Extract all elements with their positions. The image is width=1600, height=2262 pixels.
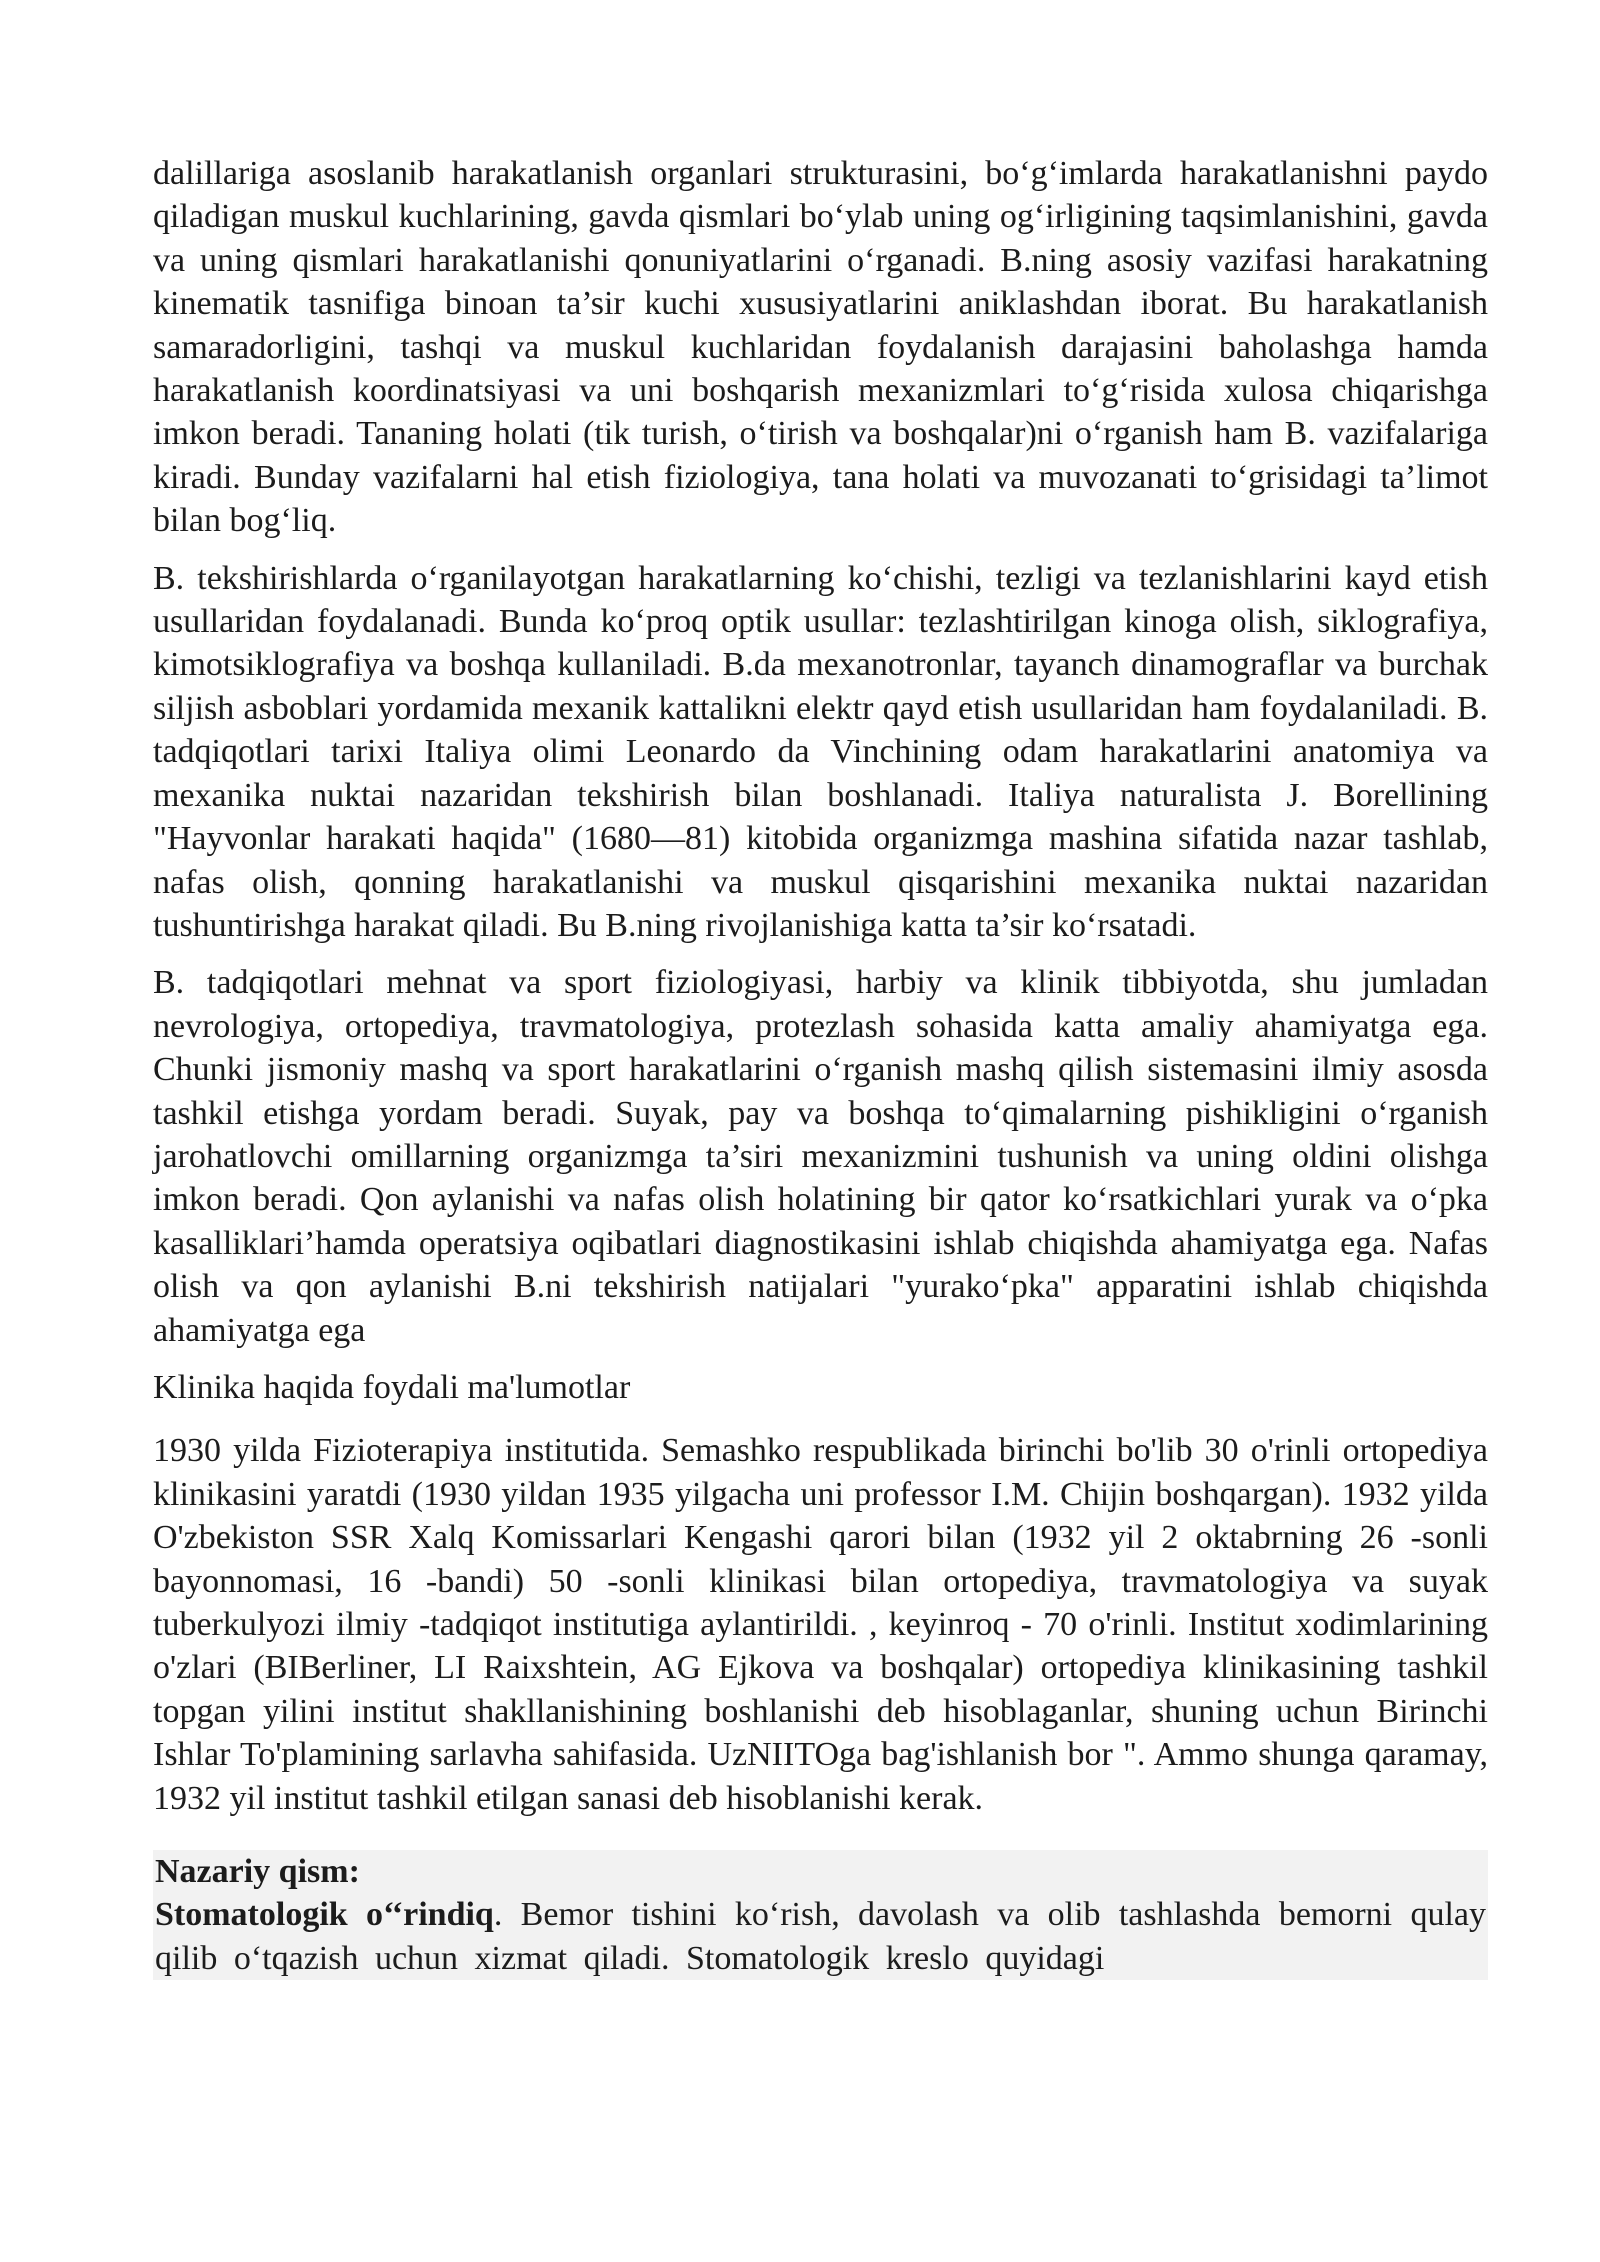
- document-page: [153, 152, 1488, 1980]
- paragraph-biomechanics-intro: dalillariga asoslanib harakatlanish organlari strukturasini, bo‘g‘imlarda harakatlanishni paydo qiladigan muskul kuchlarining, gavda qismlari bo‘ylab uning og‘irligining taqsimlanishini, gavda va uning qismlari harakatlanishi qonuniyatlarini o‘rganadi. B.ning asosiy vazifasi harakatning kinematik tasnifiga binoan ta’sir kuchi xususiyatlarini aniklashdan iborat. Bu harakatlanish samaradorligini, tashqi va muskul kuchlaridan foydalanish darajasini baholashga hamda harakatlanish koordinatsiyasi va uni boshqarish mexanizmlari to‘g‘risida xulosa chiqarishga imkon beradi. Tananing holati (tik turish, o‘tirish va boshqalar)ni o‘rganish ham B. vazifalariga kiradi. Bunday vazifalarni hal etish fiziologiya, tana holati va muvozanati to‘grisidagi ta’limot bilan bog‘liq.: [153, 155, 1488, 540]
- paragraph-research-methods: B. tekshirishlarda o‘rganilayotgan harakatlarning ko‘chishi, tezligi va tezlanishlarini kayd etish usullaridan foydalanadi. Bunda ko‘proq optik usullar: tezlashtirilgan kinoga olish, siklografiya, kimotsiklografiya va boshqa kullaniladi. B.da mexanotronlar, tayanch dinamograflar va burchak siljish asboblari yordamida mexanik kattalikni elektr qayd etish usullaridan ham foydalaniladi. B. tadqiqotlari tarixi Italiya olimi Leonardo da Vinchining odam harakatlarini anatomiya va mexanika nuktai nazaridan tekshirish bilan boshlanadi. Italiya naturalista J. Borellining "Hayvonlar harakati haqida" (1680—81) kitobida organizmga mashina sifatida nazar tashlab, nafas olish, qonning harakatlanishi va muskul qisqarishini mexanika nuktai nazaridan tushuntirishga harakat qiladi. Bu B.ning rivojlanishiga katta ta’sir ko‘rsatadi.: [153, 559, 1488, 944]
- section-heading-clinic: Klinika haqida foydali ma'lumotlar: [153, 1368, 631, 1406]
- theory-title: Nazariy qism:: [155, 1853, 360, 1891]
- paragraph-clinic-history: 1930 yilda Fizioterapiya institutida. Semashko respublikada birinchi bo'lib 30 o'rinli ortopediya klinikasini yaratdi (1930 yildan 1935 yilgacha uni professor I.M. Chijin boshqargan). 1932 yilda O'zbekiston SSR Xalq Komissarlari Kengashi qarori bilan (1932 yil 2 oktabrning 26 -sonli bayonnomasi, 16 -bandi) 50 -sonli klinikasi bilan ortopediya, travmatologiya va suyak tuberkulyozi ilmiy -tadqiqot institutiga aylantirildi. , keyinroq - 70 o'rinli. Institut xodimlarining o'zlari (BIBerliner, LI Raixshtein, AG Ejkova va boshqalar) ortopediya klinikasining tashkil topgan yilini institut shakllanishining boshlanishi deb hisoblaganlar, shuning uchun Birinchi Ishlar To'plamining sarlavha sahifasida. UzNIITOga bag'ishlanish bor ". Ammo shunga qaramay, 1932 yil institut tashkil etilgan sanasi deb hisoblanishi kerak.: [153, 1432, 1488, 1817]
- theory-term: Stomatologik o‘‘rindiq: [155, 1896, 494, 1934]
- theory-text: . Bemor tishini ko‘rish, davolash va olib tashlashda bemorni qulay qilib o‘tqazish uchun xizmat qiladi. Stomatologik kreslo quyidagi: [155, 1896, 1486, 1977]
- paragraph-applications: B. tadqiqotlari mehnat va sport fiziologiyasi, harbiy va klinik tibbiyotda, shu jumladan nevrologiya, ortopediya, travmatologiya, protezlash sohasida katta amaliy ahamiyatga ega. Chunki jismoniy mashq va sport harakatlarini o‘rganish mashq qilish sistemasini ilmiy asosda tashkil etishga yordam beradi. Suyak, pay va boshqa to‘qimalarning pishikligini o‘rganish jarohatlovchi omillarning organizmga ta’siri mexanizmini tushunish va uning oldini olishga imkon beradi. Qon aylanishi va nafas olish holatining bir qator ko‘rsatkichlari yurak va o‘pka kasalliklari’hamda operatsiya oqibatlari diagnostikasini ishlab chiqishda ahamiyatga ega. Nafas olish va qon aylanishi B.ni tekshirish natijalari "yurako‘pka" apparatini ishlab chiqishda ahamiyatga ega: [153, 964, 1488, 1349]
- theory-section: [153, 1850, 1488, 1980]
- theory-paragraph: [155, 1893, 1486, 1980]
